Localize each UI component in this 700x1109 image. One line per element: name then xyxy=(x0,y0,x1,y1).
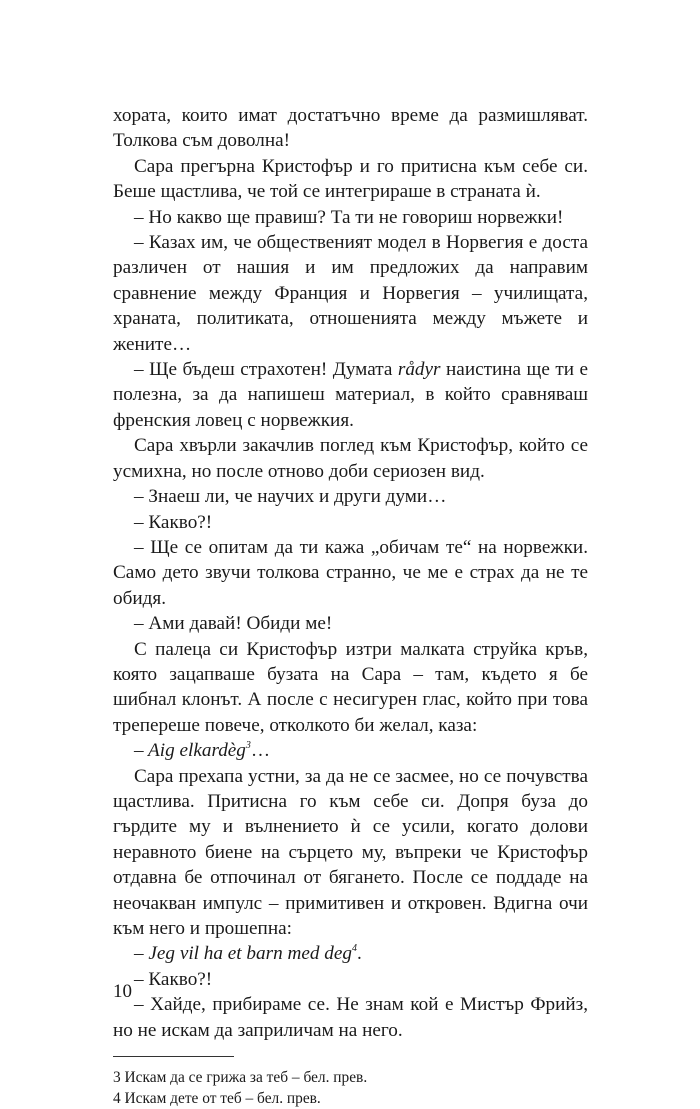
paragraph: – Но какво ще правиш? Та ти не говориш норвежки! xyxy=(134,206,564,228)
book-page xyxy=(113,103,588,1109)
paragraph xyxy=(113,357,588,433)
italic-word: rådyr xyxy=(397,359,441,381)
paragraph: – Какво?! xyxy=(134,968,213,990)
paragraph: С палеца си Кристофър изтри малката струйка кръв, която зацапваше бузата на Сара – там, където я бе шибнал клонът. А после с несигурен глас, който при това трепереше повече, отколкото би желал, каза: xyxy=(113,638,588,736)
italic-quote: – Aig elkardèg xyxy=(134,740,246,762)
footnote-ref: 3 xyxy=(245,740,251,752)
paragraph: – Ами давай! Обиди ме! xyxy=(134,613,333,635)
paragraph: Сара хвърли закачлив поглед към Кристофър, който се усмихна, но после отново доби сериозен вид. xyxy=(113,435,588,482)
paragraph: – Какво?! xyxy=(134,511,213,533)
paragraph xyxy=(113,941,588,966)
paragraph: Сара прегърна Кристофър и го притисна към себе си. Беше щастлива, че той се интегрираше в страната ѝ. xyxy=(113,155,588,203)
paragraph: – Казах им, че общественият модел в Норвегия е доста различен от нашия и им предложих да направим сравнение между Франция и Норвегия – училищата, храната, политиката, отношенията между мъжете и жените… xyxy=(113,232,588,355)
italic-quote: – Jeg vil ha et barn med deg xyxy=(134,943,352,965)
paragraph: – Ще се опитам да ти кажа „обичам те“ на норвежки. Само дето звучи толкова странно, че ме е страх да не те обидя. xyxy=(113,536,588,609)
text-run: … xyxy=(250,740,271,762)
footnote-divider xyxy=(113,1056,234,1057)
footnote: 4 Искам дете от теб – бел. прев. xyxy=(113,1090,321,1108)
text-run: – Ще бъдеш страхотен! Думата xyxy=(134,359,393,381)
paragraph: – Знаеш ли, че научих и други думи… xyxy=(134,486,447,508)
footnote-ref: 4 xyxy=(351,943,357,955)
text-run: . xyxy=(356,943,362,965)
footnotes xyxy=(113,1067,588,1109)
paragraph xyxy=(113,738,588,763)
paragraph: – Хайде, прибираме се. Не знам кой е Мистър Фрийз, но не искам да заприличам на него. xyxy=(113,994,588,1041)
page-number: 10 xyxy=(113,981,132,1002)
paragraph: Сара прехапа устни, за да не се засмее, но се почувства щастлива. Притисна го към себе си. Допря буза до гърдите му и вълнението ѝ се усили, когато долови неравното биене на сърцето му, въпреки че Кристофър отдавна бе отпочинал от бягането. После се поддаде на неочакван импулс – примитивен и откровен. Вдигна очи към него и прошепна: xyxy=(113,765,588,939)
footnote: 3 Искам да се грижа за теб – бел. прев. xyxy=(113,1069,368,1087)
body-text xyxy=(113,103,588,1043)
text-run: наистина ще ти е полезна, за да напишеш материал, в който сравняваш френския ловец с норвежкия. xyxy=(113,359,589,431)
paragraph: хората, които имат достатъчно време да размишляват. Толкова съм доволна! xyxy=(113,105,588,152)
